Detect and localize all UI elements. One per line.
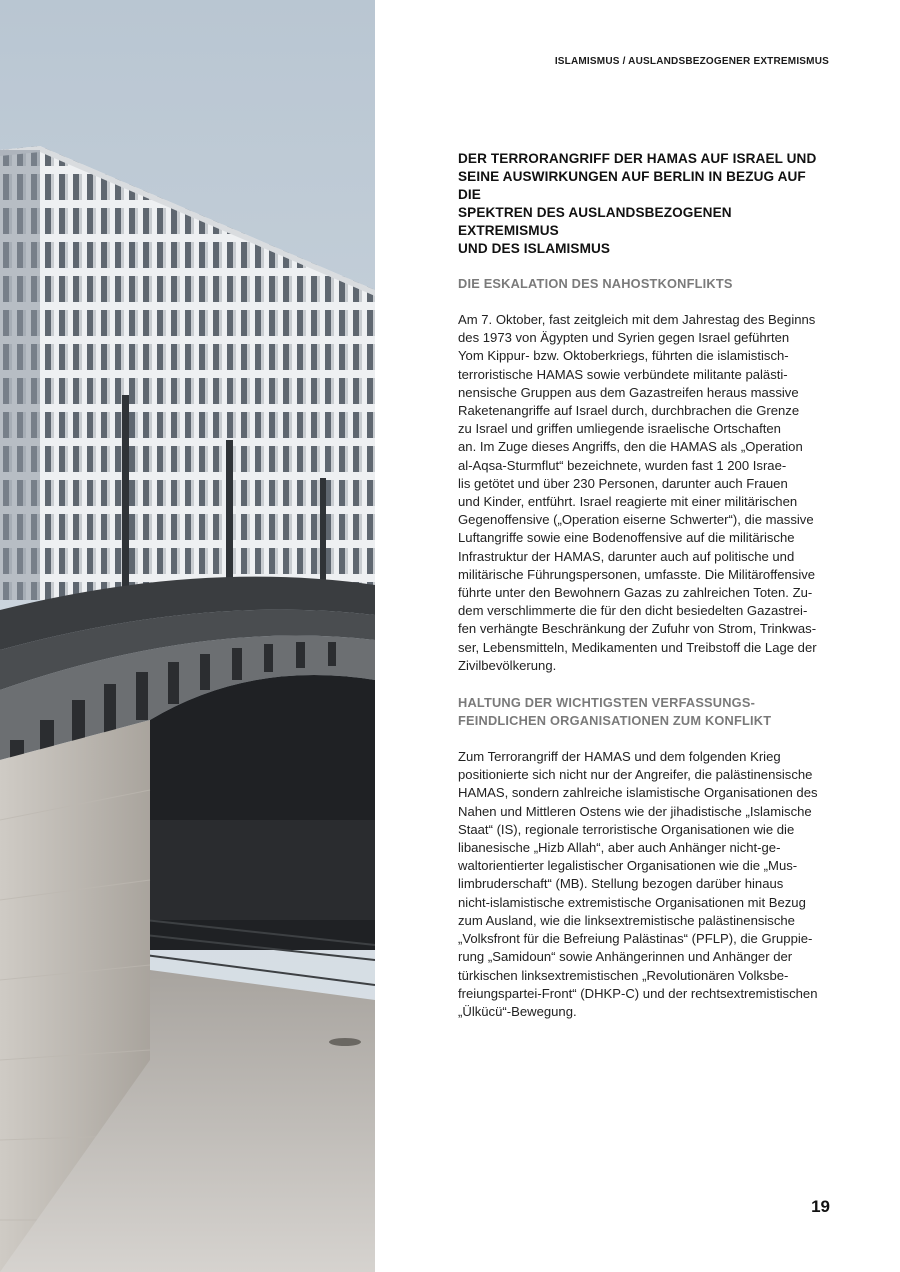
text-line: und Kinder, entführt. Israel reagierte mit einer militärischen [458,494,798,510]
section-heading-escalation: DIE ESKALATION DES NAHOSTKONFLIKTS [458,276,733,291]
text-line: Luftangriffe sowie eine Bodenoffensive auf die militärische [458,530,795,546]
text-line: fen verhängte Beschränkung der Zufuhr von Strom, Trinkwas- [458,621,817,637]
text-line: zu Israel und griffen umliegende israelische Ortschaften [458,421,781,437]
text-line: an. Im Zuge dieses Angriffs, den die HAMAS als „Operation [458,439,803,455]
section-heading-stance [458,694,830,730]
text-line: militärische Führungspersonen, umfasste. Die Militäroffensive [458,566,816,582]
section-heading-line: FEINDLICHEN ORGANISATIONEN ZUM KONFLIKT [458,713,772,729]
text-line: nensische Gruppen aus dem Gazastreifen heraus massive [458,384,799,400]
text-line: Infrastruktur der HAMAS, darunter auch auf politische und [458,548,795,564]
text-line: libanesische „Hizb Allah“, aber auch Anhänger nicht-ge- [458,840,781,856]
text-line: ser, Lebensmitteln, Medikamenten und Treibstoff die Lage der [458,639,817,655]
paragraph-escalation [458,311,830,675]
page-number: 19 [811,1197,830,1216]
text-line: führte unter den Bewohnern Gazas zu zahlreichen Toten. Zu- [458,585,813,601]
article-title-line: UND DES ISLAMISMUS [458,241,611,256]
article-title-line: SEINE AUSWIRKUNGEN AUF BERLIN IN BEZUG AUF DIE [458,169,806,202]
article-title [458,150,830,258]
article-title-line: SPEKTREN DES AUSLANDSBEZOGENEN EXTREMISMUS [458,205,732,238]
text-line: nicht-islamistische extremistische Organisationen mit Bezug [458,894,806,910]
text-line: Zivilbevölkerung. [458,657,557,673]
text-line: Raketenangriffe auf Israel durch, durchbrachen die Grenze [458,403,800,419]
text-line: Gegenoffensive („Operation eiserne Schwerter“), die massive [458,512,814,528]
text-line: lis getötet und über 230 Personen, darunter auch Frauen [458,475,788,491]
article-body [458,150,830,1021]
text-line: türkischen linksextremistischen „Revolutionären Volksbe- [458,967,789,983]
text-line: dem verschlimmerte die für den dicht besiedelten Gazastrei- [458,603,808,619]
article-title-line: DER TERRORANGRIFF DER HAMAS AUF ISRAEL UND [458,151,817,166]
text-line: „Ülkücü“-Bewegung. [458,1003,577,1019]
text-line: limbruderschaft“ (MB). Stellung bezogen darüber hinaus [458,876,784,892]
text-line: terroristische HAMAS sowie verbündete militante palästi- [458,366,788,382]
section-heading-line: HALTUNG DER WICHTIGSTEN VERFASSUNGS- [458,695,756,711]
text-line: Nahen und Mittleren Ostens wie der jihadistische „Islamische [458,803,812,819]
text-line: Staat“ (IS), regionale terroristische Organisationen wie die [458,821,795,837]
text-line: Zum Terrorangriff der HAMAS und dem folgenden Krieg [458,749,781,765]
text-line: „Volksfront für die Befreiung Palästinas“ (PFLP), die Gruppie- [458,931,813,947]
section-header: ISLAMISMUS / AUSLANDSBEZOGENER EXTREMISMUS [554,56,829,67]
text-line: zum Ausland, wie die linksextremistische palästinensische [458,912,795,928]
text-line: positionierte sich nicht nur der Angreifer, die palästinensische [458,767,813,783]
text-line: des 1973 von Ägypten und Syrien gegen Israel geführten [458,330,790,346]
text-line: rung „Samidoun“ sowie Anhängerinnen und Anhänger der [458,949,793,965]
text-line: al-Aqsa-Sturmflut“ bezeichnete, wurden fast 1 200 Israe- [458,457,787,473]
text-line: HAMAS, sondern zahlreiche islamistische Organisationen des [458,785,818,801]
paragraph-stance [458,748,830,1021]
text-line: waltorientierter legalistischer Organisationen wie die „Mus- [458,858,798,874]
photo-building-bridge [0,0,375,1272]
text-line: freiungspartei-Front“ (DHKP-C) und der rechtsextremistischen [458,985,818,1001]
text-line: Am 7. Oktober, fast zeitgleich mit dem Jahrestag des Beginns [458,312,816,327]
text-line: Yom Kippur- bzw. Oktoberkriegs, führten die islamistisch- [458,348,789,364]
lamp-post [122,395,129,595]
